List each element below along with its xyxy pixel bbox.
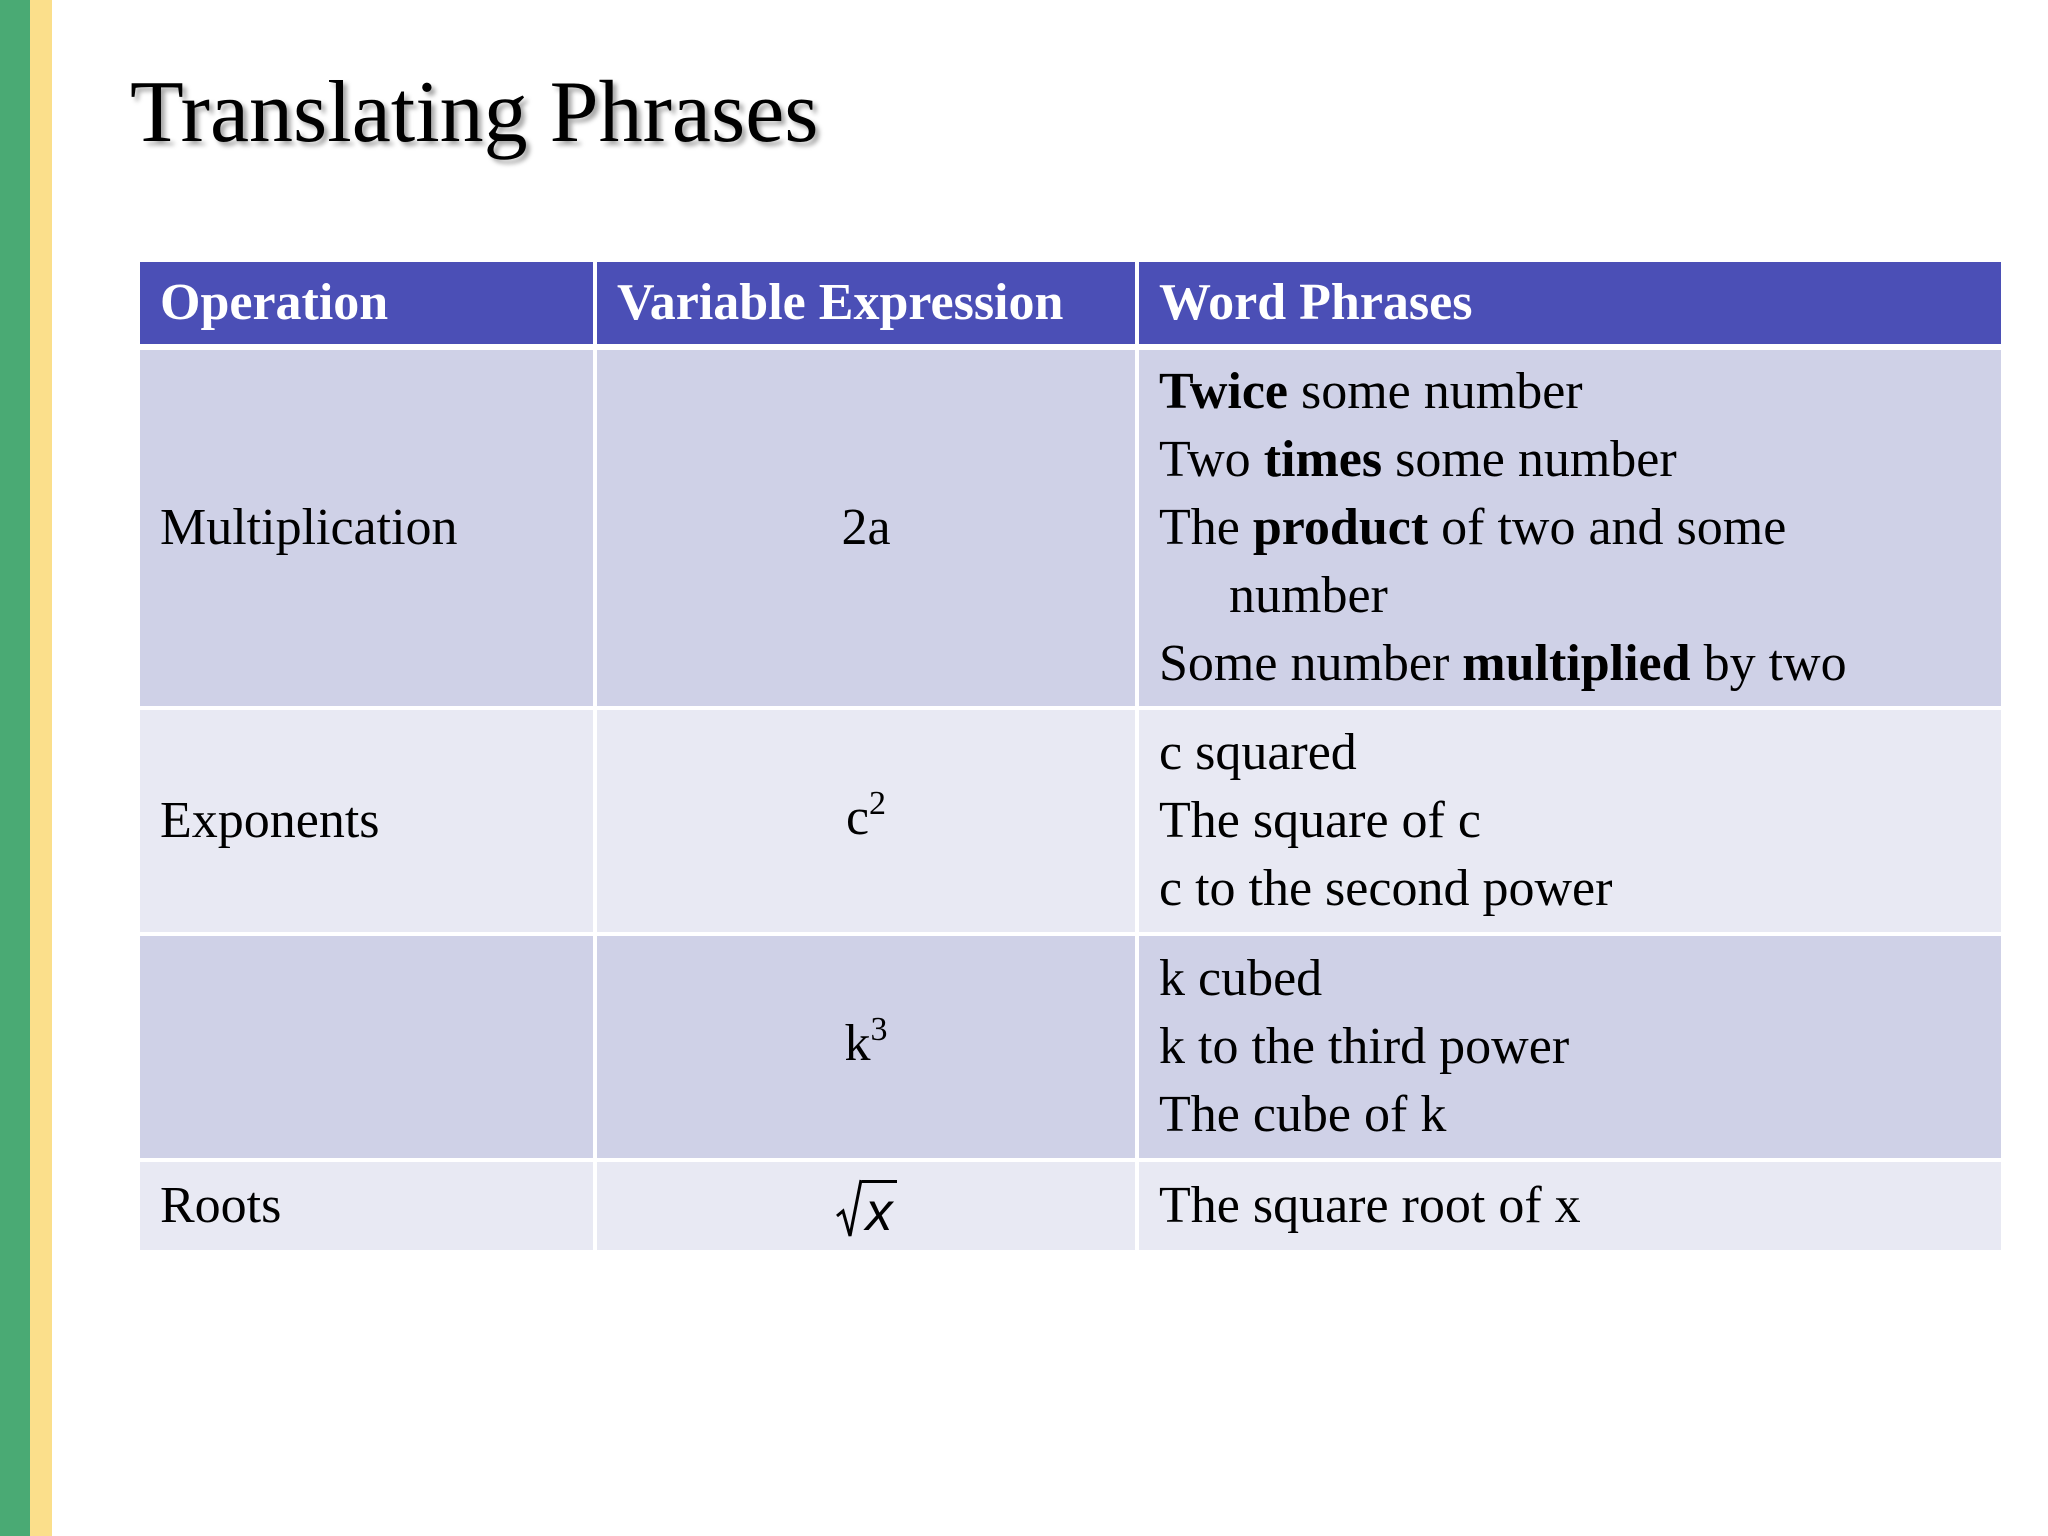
table-header-row xyxy=(140,262,2001,350)
operation-cell: Exponents xyxy=(140,710,597,936)
phrases-cell xyxy=(1139,936,2001,1162)
expression-exponent: 3 xyxy=(870,1011,888,1048)
word-phrase xyxy=(1159,358,1981,426)
table-row xyxy=(140,710,2001,936)
expression-cell xyxy=(597,710,1139,936)
phrase-text: The xyxy=(1159,499,1253,556)
operation-cell xyxy=(140,936,597,1162)
left-stripe-yellow xyxy=(30,0,52,1536)
phrase-text: The square root of x xyxy=(1159,1177,1581,1234)
header-variable-expression: Variable Expression xyxy=(597,262,1139,350)
phrases-cell xyxy=(1139,710,2001,936)
phrase-text: some number xyxy=(1287,363,1583,420)
word-phrase xyxy=(1159,787,1981,855)
expression-base: c xyxy=(845,789,870,846)
word-phrase xyxy=(1159,630,1981,698)
phrase-text: The cube of k xyxy=(1159,1086,1447,1143)
expression-cell xyxy=(597,350,1139,710)
keyword-bold: Twice xyxy=(1159,363,1288,420)
radicand: x xyxy=(862,1180,897,1241)
keyword-bold: times xyxy=(1263,431,1383,488)
square-root-expression xyxy=(836,1178,897,1241)
phrase-text: c squared xyxy=(1159,724,1357,781)
square-root-sign-icon xyxy=(836,1178,862,1240)
phrase-text: c to the second power xyxy=(1159,860,1613,917)
phrase-text: by two xyxy=(1690,635,1847,692)
word-phrase xyxy=(1159,719,1981,787)
word-phrase xyxy=(1159,1081,1981,1149)
phrase-text: some number xyxy=(1382,431,1677,488)
phrase-text: number xyxy=(1229,567,1388,624)
expression-base: k xyxy=(844,1015,871,1072)
word-phrase xyxy=(1159,945,1981,1013)
keyword-bold: multiplied xyxy=(1462,635,1691,692)
word-phrase xyxy=(1159,855,1981,923)
expression-cell xyxy=(597,936,1139,1162)
word-phrase xyxy=(1159,426,1981,494)
phrase-text: k to the third power xyxy=(1159,1018,1570,1075)
word-phrase xyxy=(1159,1013,1981,1081)
expression-cell xyxy=(597,1162,1139,1250)
operation-cell: Multiplication xyxy=(140,350,597,710)
table-row xyxy=(140,350,2001,710)
expression-exponent: 2 xyxy=(869,785,887,822)
word-phrase xyxy=(1159,494,1981,562)
operation-cell: Roots xyxy=(140,1162,597,1250)
table-row xyxy=(140,936,2001,1162)
word-phrase xyxy=(1159,1172,1981,1240)
expression-base: 2a xyxy=(841,499,891,556)
phrase-text: The square of c xyxy=(1159,792,1481,849)
table-row xyxy=(140,1162,2001,1250)
phrases-cell xyxy=(1139,350,2001,710)
translation-table xyxy=(140,262,2001,1250)
keyword-bold: product xyxy=(1252,499,1429,556)
phrase-text: of two and some xyxy=(1428,499,1787,556)
phrase-text: k cubed xyxy=(1159,950,1323,1007)
phrase-text: Some number xyxy=(1159,635,1463,692)
left-stripe-green xyxy=(0,0,30,1536)
phrase-text: Two xyxy=(1159,431,1264,488)
slide-title: Translating Phrases xyxy=(130,64,819,161)
header-word-phrases: Word Phrases xyxy=(1139,262,2001,350)
word-phrase xyxy=(1159,562,1981,630)
phrases-cell xyxy=(1139,1162,2001,1250)
header-operation: Operation xyxy=(140,262,597,350)
